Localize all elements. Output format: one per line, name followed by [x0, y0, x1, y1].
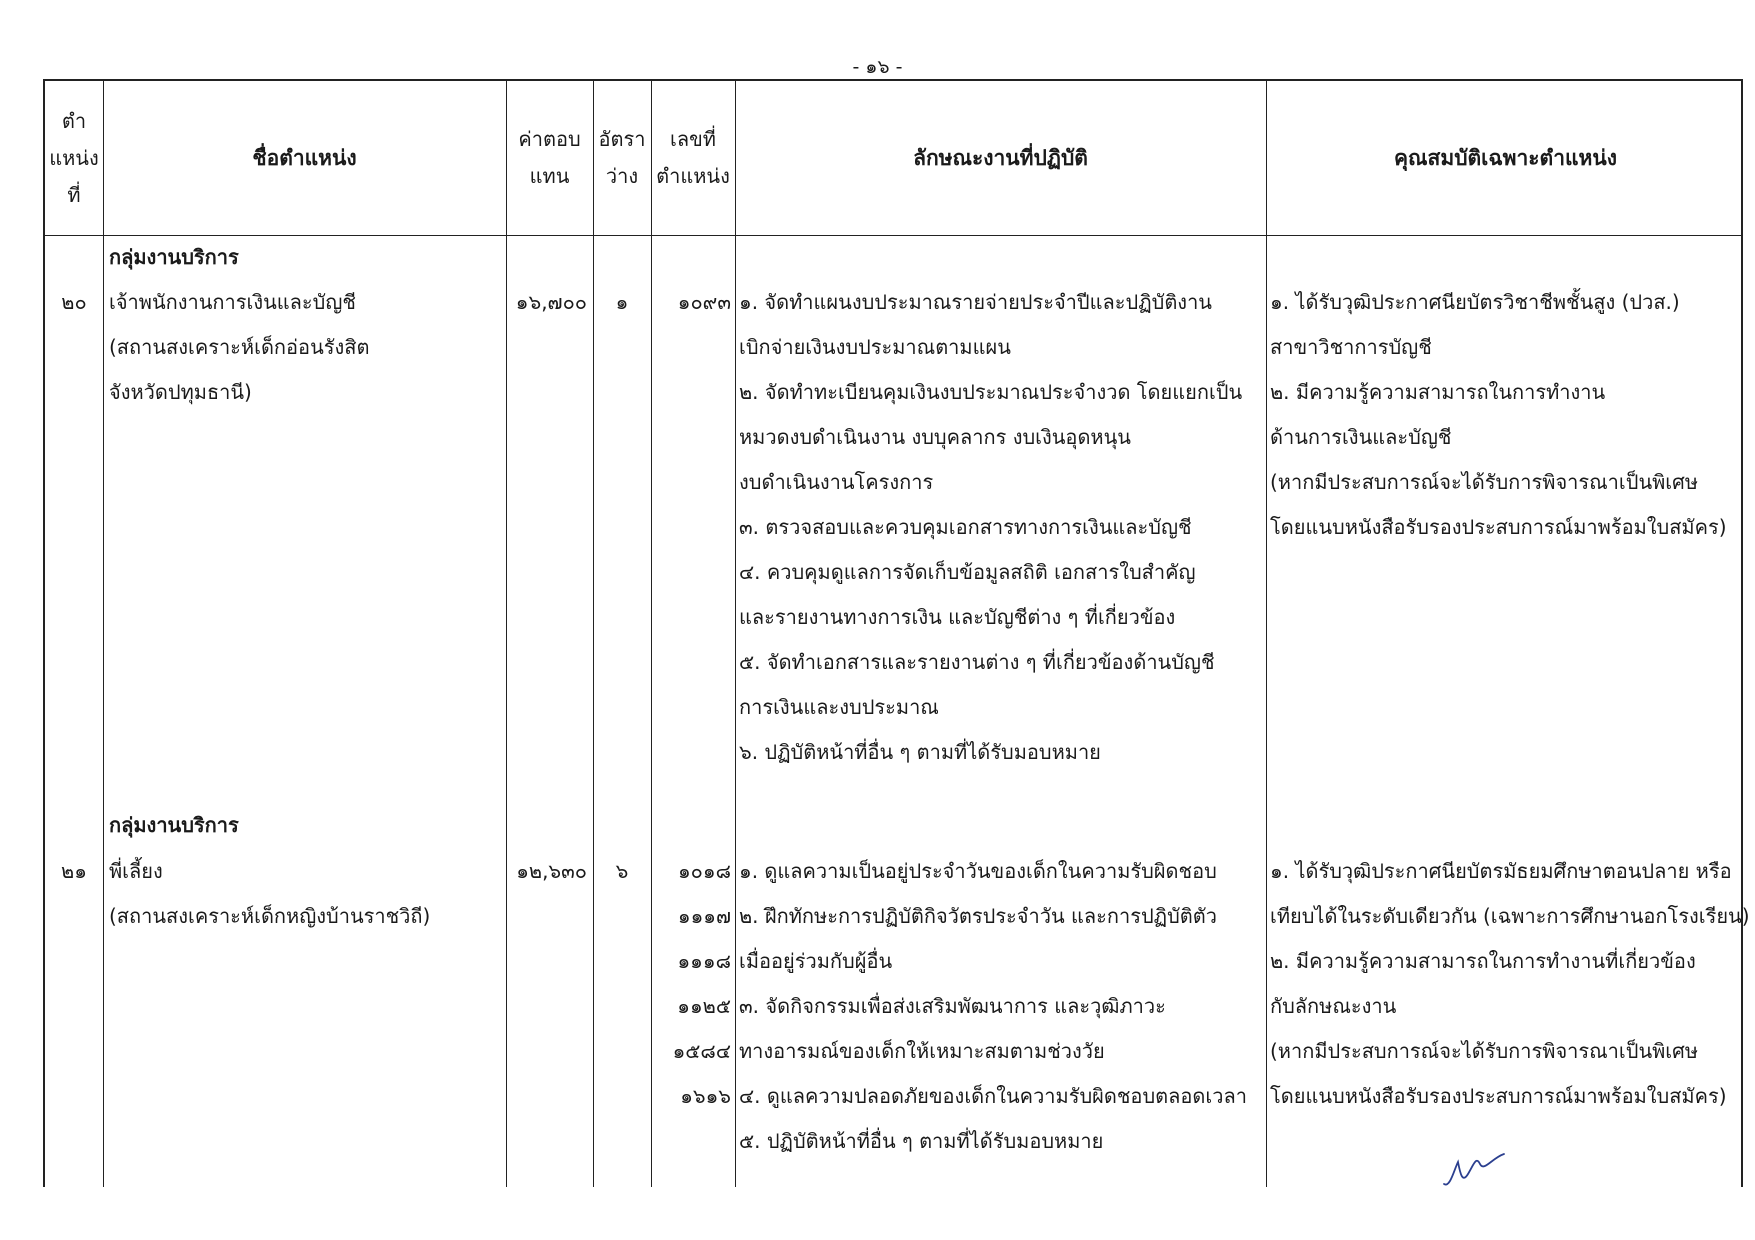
row-21-pay: ๑๒,๖๓๐ [516, 859, 587, 883]
row-21-number: ๒๑ [61, 859, 87, 883]
positions-table [43, 79, 1750, 1187]
row-20-vacancy: ๑ [615, 290, 629, 314]
row-20-number: ๒๐ [61, 290, 87, 314]
row-21-group: กลุ่มงานบริการ [109, 813, 239, 837]
row-21-vacancy: ๖ [615, 859, 629, 883]
handwritten-signature [1440, 1150, 1510, 1190]
row-20-group: กลุ่มงานบริการ [109, 245, 239, 269]
header-no: ตำ แหน่ง ที่ [49, 108, 99, 207]
row-21-qualifications: ๑. ได้รับวุฒิประกาศนียบัตรมัธยมศึกษาตอนปลาย หรือ เทียบได้ในระดับเดียวกัน (เฉพาะการศึกษานอกโรงเรียน) ๒. มีความรู้ความสามารถในการทำงานที่เกี่ยวข้อง กับลักษณะงาน (หากมีประสบการณ์จะได้รับการพิจารณาเป็นพิเศษ โดยแนบหนังสือรับรองประสบการณ์มาพร้อมใบสมัคร) [1270, 859, 1750, 1108]
row-20-pay: ๑๖,๗๐๐ [515, 290, 587, 314]
row-20-position-name: เจ้าพนักงานการเงินและบัญชี (สถานสงเคราะห์เด็กอ่อนรังสิต จังหวัดปทุมธานี) [109, 290, 370, 404]
row-21-position-name: พี่เลี้ยง (สถานสงเคราะห์เด็กหญิงบ้านราชวิถี) [109, 859, 431, 928]
page-number: - ๑๖ - [852, 56, 903, 78]
header-position-name: ชื่อตำแหน่ง [252, 145, 357, 170]
row-20-duties: ๑. จัดทำแผนงบประมาณรายจ่ายประจำปีและปฏิบัติงาน เบิกจ่ายเงินงบประมาณตามแผน ๒. จัดทำทะเบียนคุมเงินงบประมาณประจำงวด โดยแยกเป็น หมวดงบดำเนินงาน งบบุคลากร งบเงินอุดหนุน งบดำเนินงานโครงการ ๓. ตรวจสอบและควบคุมเอกสารทางการเงินและบัญชี ๔. ควบคุมดูแลการจัดเก็บข้อมูลสถิติ เอกสารใบสำคัญ และรายงานทางการเงิน และบัญชีต่าง ๆ ที่เกี่ยวข้อง ๕. จัดทำเอกสารและรายงานต่าง ๆ ที่เกี่ยวข้องด้านบัญชี การเงินและงบประมาณ ๖. ปฏิบัติหน้าที่อื่น ๆ ตามที่ได้รับมอบหมาย [739, 290, 1243, 764]
row-20-qualifications: ๑. ได้รับวุฒิประกาศนียบัตรวิชาชีพชั้นสูง (ปวส.) สาขาวิชาการบัญชี ๒. มีความรู้ความสามารถในการทำงาน ด้านการเงินและบัญชี (หากมีประสบการณ์จะได้รับการพิจารณาเป็นพิเศษ โดยแนบหนังสือรับรองประสบการณ์มาพร้อมใบสมัคร) [1270, 290, 1727, 539]
header-duties: ลักษณะงานที่ปฏิบัติ [913, 145, 1088, 170]
row-21-position-numbers: ๑๐๑๘ ๑๑๑๗ ๑๑๑๘ ๑๑๒๕ ๑๕๘๔ ๑๖๑๖ [672, 859, 731, 1108]
row-20-position-number: ๑๐๙๓ [677, 290, 731, 314]
header-vacancy: อัตรา ว่าง [598, 127, 646, 188]
header-qualifications: คุณสมบัติเฉพาะตำแหน่ง [1394, 145, 1617, 170]
row-21-duties: ๑. ดูแลความเป็นอยู่ประจำวันของเด็กในความรับผิดชอบ ๒. ฝึกทักษะการปฏิบัติกิจวัตรประจำวัน และการปฏิบัติตัว เมื่ออยู่ร่วมกับผู้อื่น ๓. จัดกิจกรรมเพื่อส่งเสริมพัฒนาการ และวุฒิภาวะ ทางอารมณ์ของเด็กให้เหมาะสมตามช่วงวัย ๔. ดูแลความปลอดภัยของเด็กในความรับผิดชอบตลอดเวลา ๕. ปฏิบัติหน้าที่อื่น ๆ ตามที่ได้รับมอบหมาย [739, 859, 1247, 1153]
header-pay: ค่าตอบ แทน [518, 127, 581, 188]
header-position-number: เลขที่ ตำแหน่ง [656, 127, 730, 188]
